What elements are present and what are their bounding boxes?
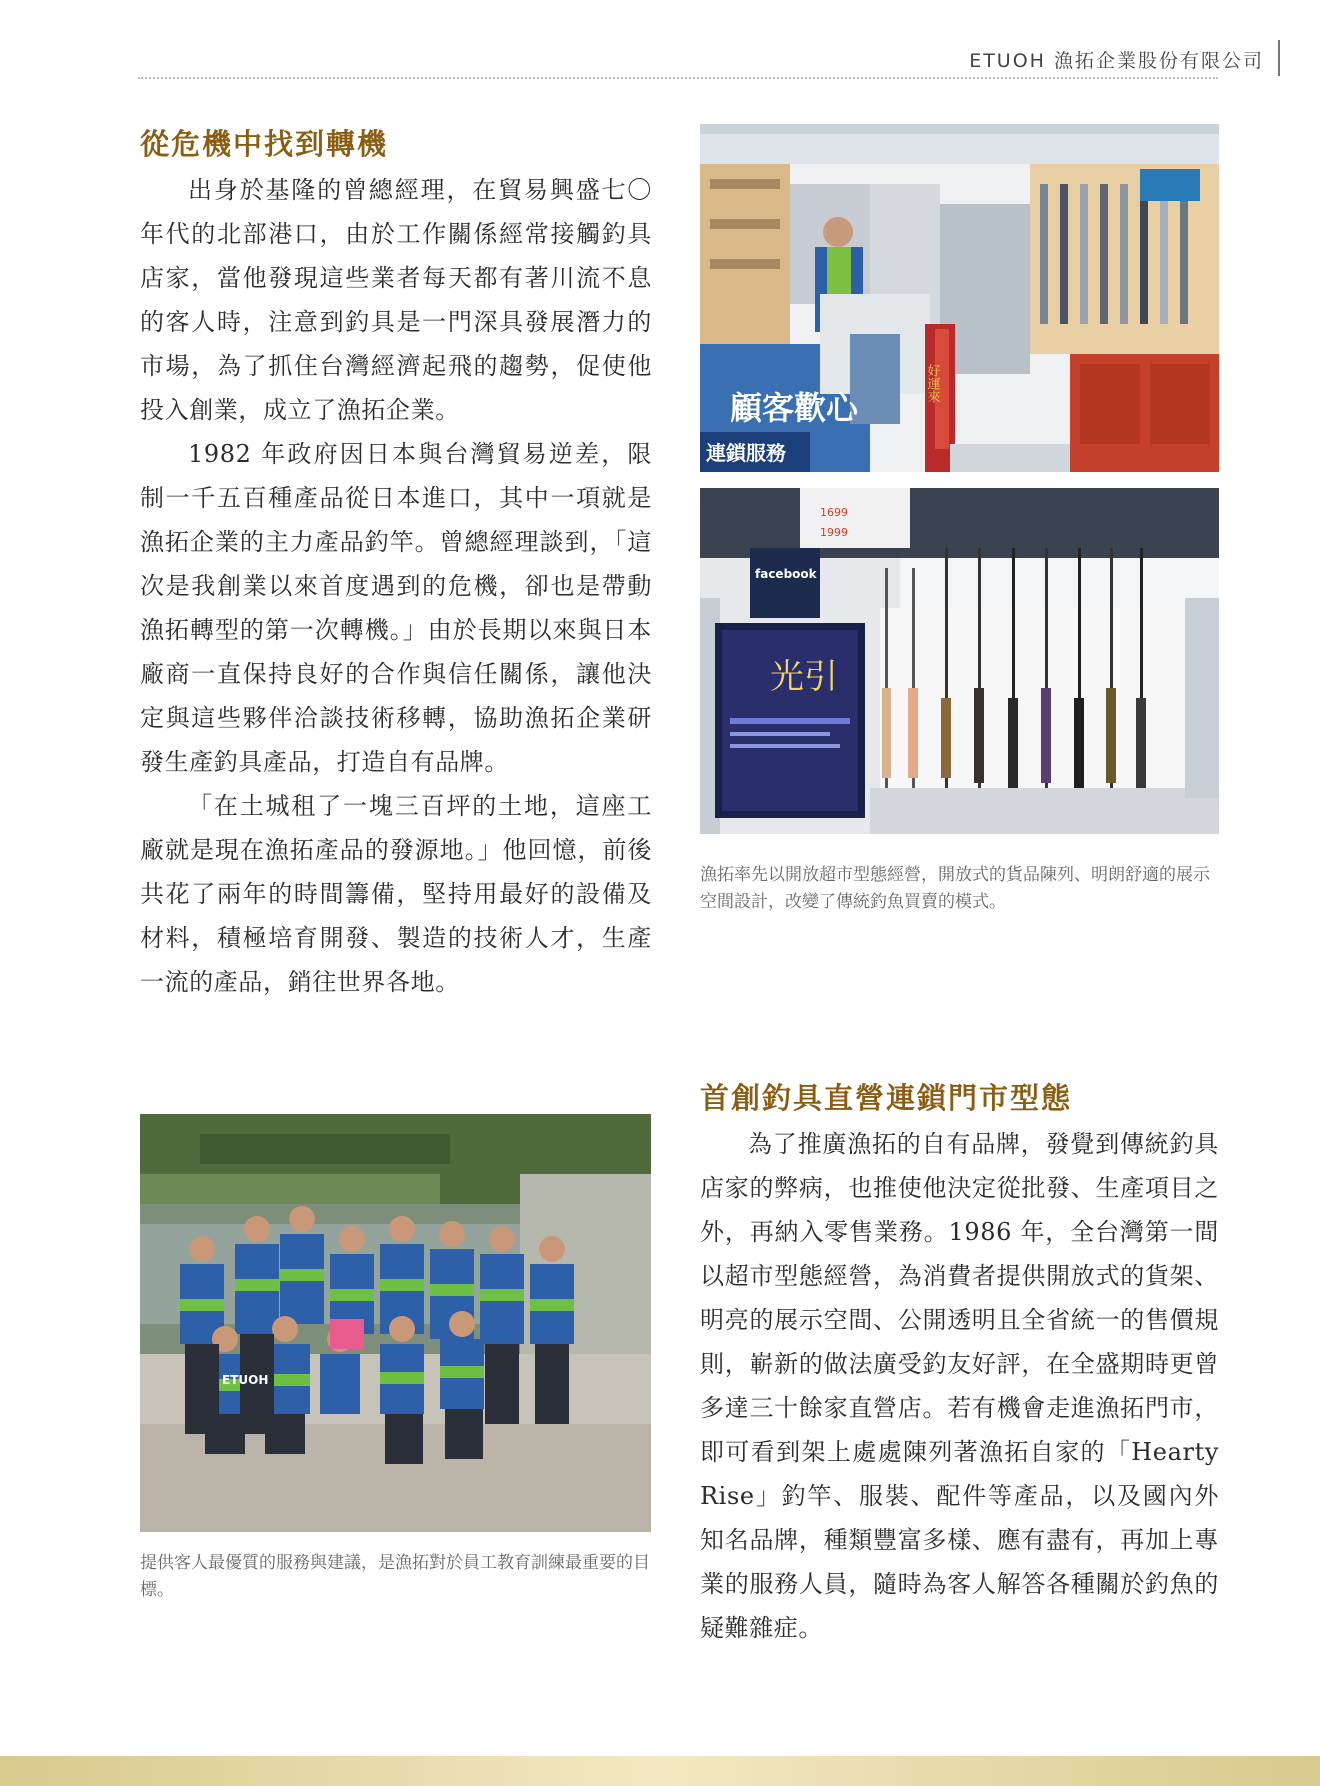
section1-paragraph: 出身於基隆的曾總經理，在貿易興盛七〇年代的北部港口，由於工作關係經常接觸釣具店家，當他發現這些業者每天都有著川流不息的客人時，注意到釣具是一門深具發展潛力的市場，為了抓住台灣經濟起飛的趨勢，促使他投入創業，成立了漁拓企業。 (140, 176, 652, 424)
team-group-photo (140, 1114, 651, 1532)
header-company: ETUOH 漁拓企業股份有限公司 (969, 50, 1264, 72)
store-banner-text-2: 連鎖服務 (706, 441, 786, 465)
poster-title: 光引 (770, 657, 838, 697)
rod-display-photo (700, 488, 1219, 834)
store-interior-photo (700, 124, 1219, 472)
team-photo-caption: 提供客人最優質的服務與建議，是漁拓對於員工教育訓練最重要的目標。 (140, 1553, 650, 1600)
facebook-sign: facebook (755, 567, 817, 581)
price-tag-1: 1699 (820, 506, 848, 519)
red-sign-text: 好運來 (924, 364, 940, 403)
section1-body (140, 168, 652, 1004)
price-tag-2: 1999 (820, 526, 848, 539)
header-divider (1278, 40, 1280, 76)
store-photo-caption: 漁拓率先以開放超市型態經營，開放式的貨品陳列、明朗舒適的展示空間設計，改變了傳統釣魚買賣的模式。 (700, 865, 1210, 912)
section1-heading: 從危機中找到轉機 (140, 127, 389, 161)
section2-body (700, 1122, 1219, 1650)
section2-heading: 首創釣具直營連鎖門市型態 (700, 1081, 1073, 1115)
section2-paragraph: 為了推廣漁拓的自有品牌，發覺到傳統釣具店家的弊病，也推使他決定從批發、生產項目之外，再納入零售業務。1986 年，全台灣第一間以超市型態經營，為消費者提供開放式的貨架、明亮的展示空間、公開透明且全省統一的售價規則，嶄新的做法廣受釣友好評，在全盛期時更曾多達三十餘家直營店。若有機會走進漁拓門市，即可看到架上處處陳列著漁拓自家的「Hearty Rise」釣竿、服裝、配件等產品，以及國內外知名品牌，種類豐富多樣、應有盡有，再加上專業的服務人員，隨時為客人解答各種關於釣魚的疑難雜症。 (700, 1130, 1219, 1642)
header-dotted-rule (138, 77, 1218, 79)
section1-paragraph: 1982 年政府因日本與台灣貿易逆差，限制一千五百種產品從日本進口，其中一項就是漁拓企業的主力產品釣竿。曾總經理談到，「這次是我創業以來首度遇到的危機，卻也是帶動漁拓轉型的第一次轉機。」由於長期以來與日本廠商一直保持良好的合作與信任關係，讓他決定與這些夥伴洽談技術移轉，協助漁拓企業研發生產釣具產品，打造自有品牌。 (140, 440, 652, 776)
team-shirt-logo: ETUOH (222, 1373, 269, 1387)
section1-paragraph: 「在土城租了一塊三百坪的土地，這座工廠就是現在漁拓產品的發源地。」他回憶，前後共花了兩年的時間籌備，堅持用最好的設備及材料，積極培育開發、製造的技術人才，生產一流的產品，銷往世界各地。 (140, 792, 652, 996)
store-banner-text-1: 顧客歡心 (730, 389, 859, 427)
footer-band (0, 1756, 1320, 1786)
